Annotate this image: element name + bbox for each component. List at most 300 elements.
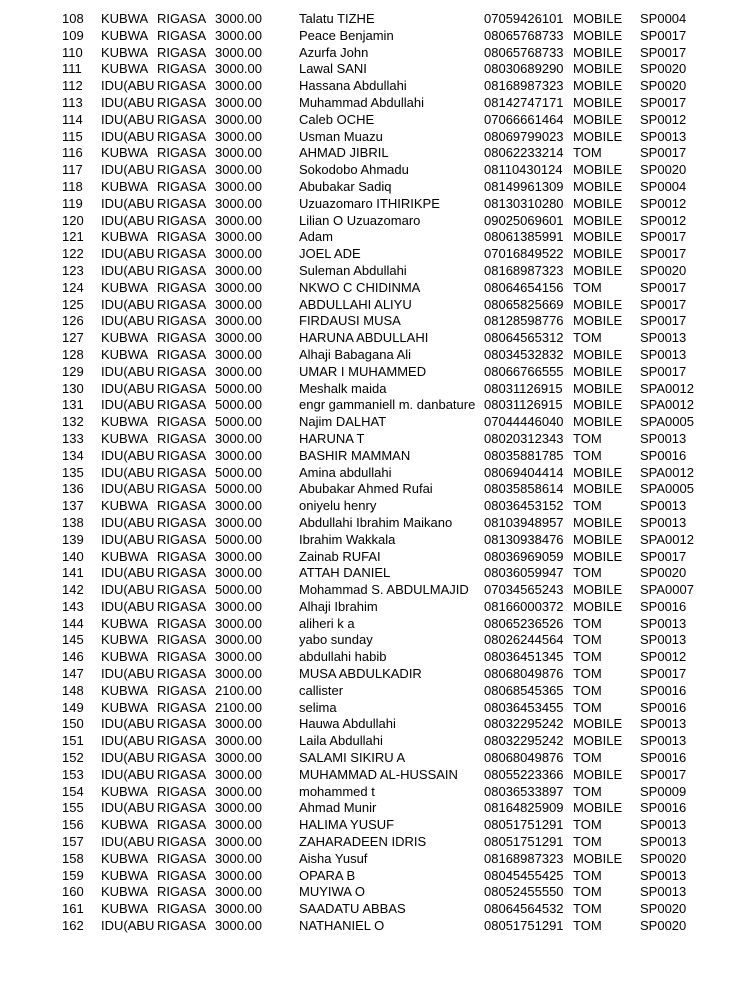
network-cell: TOM [573,447,602,463]
name-cell: SAADATU ABBAS [299,901,406,917]
amount-cell: 3000.00 [215,498,262,514]
network-cell: TOM [573,750,602,766]
amount-cell: 3000.00 [215,94,262,110]
phone-cell: 08064565312 [484,330,564,346]
table-row [0,599,750,616]
area-cell: RIGASA [157,397,207,413]
name-cell: Abubakar Ahmed Rufai [299,481,433,497]
network-cell: MOBILE [573,94,623,110]
code-cell: SP0013 [640,834,687,850]
table-row [0,61,750,78]
location-cell: IDU(ABU [101,296,155,312]
amount-cell: 3000.00 [215,212,262,228]
location-cell: IDU(ABU [101,162,155,178]
amount-cell: 3000.00 [215,918,262,934]
network-cell: TOM [573,817,602,833]
area-cell: RIGASA [157,246,207,262]
network-cell: TOM [573,279,602,295]
amount-cell: 3000.00 [215,800,262,816]
area-cell: RIGASA [157,162,207,178]
area-cell: RIGASA [157,514,207,530]
code-cell: SP0004 [640,178,687,194]
area-cell: RIGASA [157,44,207,60]
code-cell: SP0017 [640,766,687,782]
amount-cell: 3000.00 [215,632,262,648]
area-cell: RIGASA [157,178,207,194]
name-cell: Azurfa John [299,44,369,60]
area-cell: RIGASA [157,346,207,362]
name-cell: Laila Abdullahi [299,733,383,749]
network-cell: MOBILE [573,481,623,497]
area-cell: RIGASA [157,548,207,564]
code-cell: SP0012 [640,195,687,211]
amount-cell: 3000.00 [215,766,262,782]
phone-cell: 08110430124 [484,162,563,178]
amount-cell: 3000.00 [215,128,262,144]
phone-cell: 08064654156 [484,279,564,295]
table-row [0,666,750,683]
name-cell: Amina abdullahi [299,464,392,480]
row-number-cell: 144 [62,615,84,631]
area-cell: RIGASA [157,901,207,917]
row-number-cell: 123 [62,262,84,278]
name-cell: OPARA B [299,867,356,883]
phone-cell: 08065236526 [484,615,564,631]
location-cell: IDU(ABU [101,834,155,850]
location-cell: IDU(ABU [101,666,155,682]
amount-cell: 3000.00 [215,195,262,211]
name-cell: mohammed t [299,783,375,799]
location-cell: KUBWA [101,414,149,430]
phone-cell: 08130310280 [484,195,564,211]
location-cell: KUBWA [101,817,149,833]
name-cell: BASHIR MAMMAN [299,447,411,463]
name-cell: oniyelu henry [299,498,377,514]
name-cell: MUSA ABDULKADIR [299,666,422,682]
location-cell: IDU(ABU [101,716,155,732]
area-cell: RIGASA [157,313,207,329]
name-cell: Ahmad Munir [299,800,377,816]
amount-cell: 3000.00 [215,615,262,631]
row-number-cell: 141 [62,565,84,581]
name-cell: ABDULLAHI ALIYU [299,296,412,312]
row-number-cell: 155 [62,800,84,816]
area-cell: RIGASA [157,783,207,799]
code-cell: SP0017 [640,246,687,262]
table-row [0,851,750,868]
row-number-cell: 162 [62,918,84,934]
code-cell: SP0013 [640,514,687,530]
area-cell: RIGASA [157,145,207,161]
area-cell: RIGASA [157,27,207,43]
table-row [0,549,750,566]
name-cell: aliheri k a [299,615,355,631]
network-cell: MOBILE [573,178,623,194]
amount-cell: 3000.00 [215,363,262,379]
name-cell: Muhammad Abdullahi [299,94,425,110]
area-cell: RIGASA [157,195,207,211]
name-cell: Caleb OCHE [299,111,375,127]
code-cell: SP0016 [640,682,687,698]
area-cell: RIGASA [157,296,207,312]
row-number-cell: 113 [62,94,83,110]
name-cell: MUYIWA O [299,884,365,900]
code-cell: SP0017 [640,363,687,379]
code-cell: SP0017 [640,666,687,682]
row-number-cell: 112 [62,78,83,94]
amount-cell: 3000.00 [215,162,262,178]
phone-cell: 08051751291 [484,918,564,934]
amount-cell: 3000.00 [215,78,262,94]
area-cell: RIGASA [157,884,207,900]
area-cell: RIGASA [157,649,207,665]
network-cell: MOBILE [573,598,623,614]
row-number-cell: 148 [62,682,84,698]
name-cell: yabo sunday [299,632,373,648]
amount-cell: 3000.00 [215,867,262,883]
name-cell: Abdullahi Ibrahim Maikano [299,514,453,530]
table-row [0,565,750,582]
phone-cell: 08051751291 [484,817,564,833]
phone-cell: 08035881785 [484,447,564,463]
network-cell: MOBILE [573,44,623,60]
name-cell: Mohammad S. ABDULMAJID [299,582,469,598]
area-cell: RIGASA [157,699,207,715]
amount-cell: 3000.00 [215,346,262,362]
amount-cell: 3000.00 [215,11,262,26]
network-cell: MOBILE [573,800,623,816]
row-number-cell: 137 [62,498,84,514]
name-cell: ZAHARADEEN IDRIS [299,834,427,850]
row-number-cell: 129 [62,363,84,379]
area-cell: RIGASA [157,279,207,295]
row-number-cell: 152 [62,750,84,766]
table-row [0,800,750,817]
amount-cell: 3000.00 [215,666,262,682]
row-number-cell: 160 [62,884,84,900]
name-cell: Alhaji Babagana Ali [299,346,412,362]
name-cell: engr gammaniell m. danbature [299,397,476,413]
name-cell: Sokodobo Ahmadu [299,162,409,178]
table-row [0,95,750,112]
area-cell: RIGASA [157,666,207,682]
area-cell: RIGASA [157,128,207,144]
network-cell: MOBILE [573,195,623,211]
phone-cell: 08051751291 [484,834,564,850]
area-cell: RIGASA [157,800,207,816]
location-cell: KUBWA [101,615,149,631]
row-number-cell: 111 [62,61,82,77]
phone-cell: 08032295242 [484,716,564,732]
phone-cell: 08128598776 [484,313,564,329]
name-cell: NKWO C CHIDINMA [299,279,421,295]
row-number-cell: 133 [62,430,84,446]
table-row [0,431,750,448]
location-cell: KUBWA [101,430,149,446]
location-cell: KUBWA [101,682,149,698]
name-cell: SALAMI SIKIRU A [299,750,406,766]
name-cell: selima [299,699,337,715]
name-cell: Uzuazomaro ITHIRIKPE [299,195,440,211]
amount-cell: 3000.00 [215,901,262,917]
phone-cell: 08130938476 [484,531,564,547]
amount-cell: 3000.00 [215,296,262,312]
amount-cell: 3000.00 [215,178,262,194]
area-cell: RIGASA [157,582,207,598]
area-cell: RIGASA [157,817,207,833]
amount-cell: 5000.00 [215,414,262,430]
table-row [0,632,750,649]
row-number-cell: 134 [62,447,84,463]
network-cell: TOM [573,834,602,850]
location-cell: KUBWA [101,44,149,60]
amount-cell: 3000.00 [215,279,262,295]
table-row [0,767,750,784]
phone-cell: 08031126915 [484,397,563,413]
amount-cell: 5000.00 [215,397,262,413]
name-cell: Lilian O Uzuazomaro [299,212,421,228]
row-number-cell: 115 [62,128,83,144]
code-cell: SPA0012 [640,531,694,547]
code-cell: SP0020 [640,162,687,178]
area-cell: RIGASA [157,498,207,514]
network-cell: MOBILE [573,414,623,430]
phone-cell: 08069799023 [484,128,564,144]
network-cell: TOM [573,682,602,698]
phone-cell: 08032295242 [484,733,564,749]
code-cell: SP0020 [640,61,687,77]
phone-cell: 08066766555 [484,363,564,379]
phone-cell: 08168987323 [484,78,564,94]
name-cell: NATHANIEL O [299,918,385,934]
code-cell: SP0017 [640,313,687,329]
location-cell: KUBWA [101,649,149,665]
phone-cell: 08068049876 [484,666,564,682]
phone-cell: 08026244564 [484,632,564,648]
code-cell: SP0020 [640,901,687,917]
amount-cell: 3000.00 [215,430,262,446]
table-row [0,784,750,801]
row-number-cell: 120 [62,212,84,228]
amount-cell: 3000.00 [215,313,262,329]
location-cell: KUBWA [101,178,149,194]
location-cell: IDU(ABU [101,447,155,463]
row-number-cell: 156 [62,817,84,833]
phone-cell: 08068049876 [484,750,564,766]
location-cell: IDU(ABU [101,212,155,228]
network-cell: MOBILE [573,850,623,866]
network-cell: MOBILE [573,363,623,379]
code-cell: SP0013 [640,716,687,732]
network-cell: TOM [573,330,602,346]
table-row [0,834,750,851]
row-number-cell: 116 [62,145,83,161]
name-cell: Usman Muazu [299,128,383,144]
row-number-cell: 138 [62,514,84,530]
row-number-cell: 158 [62,850,84,866]
code-cell: SP0012 [640,212,687,228]
phone-cell: 08062233214 [484,145,564,161]
network-cell: TOM [573,615,602,631]
amount-cell: 3000.00 [215,783,262,799]
area-cell: RIGASA [157,850,207,866]
code-cell: SP0013 [640,632,687,648]
table-row [0,868,750,885]
code-cell: SP0016 [640,800,687,816]
location-cell: KUBWA [101,867,149,883]
table-row [0,616,750,633]
network-cell: MOBILE [573,61,623,77]
area-cell: RIGASA [157,733,207,749]
code-cell: SP0013 [640,817,687,833]
phone-cell: 08034532832 [484,346,564,362]
table-row [0,397,750,414]
amount-cell: 3000.00 [215,598,262,614]
table-row [0,364,750,381]
table-row [0,246,750,263]
code-cell: SP0020 [640,78,687,94]
area-cell: RIGASA [157,918,207,934]
network-cell: MOBILE [573,78,623,94]
amount-cell: 3000.00 [215,262,262,278]
table-row [0,498,750,515]
phone-cell: 08142747171 [484,94,564,110]
location-cell: IDU(ABU [101,380,155,396]
location-cell: KUBWA [101,901,149,917]
name-cell: Zainab RUFAI [299,548,381,564]
phone-cell: 08036059947 [484,565,564,581]
area-cell: RIGASA [157,867,207,883]
amount-cell: 3000.00 [215,246,262,262]
spreadsheet-page [0,11,750,935]
name-cell: Talatu TIZHE [299,11,375,26]
network-cell: MOBILE [573,262,623,278]
area-cell: RIGASA [157,212,207,228]
area-cell: RIGASA [157,94,207,110]
name-cell: HARUNA T [299,430,365,446]
table-row [0,28,750,45]
name-cell: MUHAMMAD AL-HUSSAIN [299,766,458,782]
location-cell: IDU(ABU [101,800,155,816]
code-cell: SP0013 [640,498,687,514]
row-number-cell: 128 [62,346,84,362]
network-cell: MOBILE [573,548,623,564]
row-number-cell: 159 [62,867,84,883]
phone-cell: 08031126915 [484,380,563,396]
phone-cell: 08036453152 [484,498,564,514]
network-cell: MOBILE [573,11,623,26]
amount-cell: 3000.00 [215,884,262,900]
row-number-cell: 124 [62,279,84,295]
row-number-cell: 153 [62,766,84,782]
row-number-cell: 139 [62,531,84,547]
row-number-cell: 126 [62,313,84,329]
phone-cell: 08065825669 [484,296,564,312]
code-cell: SP0013 [640,430,687,446]
area-cell: RIGASA [157,615,207,631]
name-cell: Ibrahim Wakkala [299,531,396,547]
amount-cell: 3000.00 [215,229,262,245]
network-cell: MOBILE [573,380,623,396]
row-number-cell: 147 [62,666,84,682]
table-row [0,313,750,330]
table-row [0,213,750,230]
amount-cell: 3000.00 [215,565,262,581]
code-cell: SPA0012 [640,464,694,480]
code-cell: SP0020 [640,850,687,866]
area-cell: RIGASA [157,447,207,463]
row-number-cell: 136 [62,481,84,497]
phone-cell: 08064564532 [484,901,564,917]
location-cell: IDU(ABU [101,363,155,379]
row-number-cell: 121 [62,229,84,245]
network-cell: MOBILE [573,733,623,749]
phone-cell: 07034565243 [484,582,564,598]
network-cell: MOBILE [573,128,623,144]
location-cell: KUBWA [101,783,149,799]
location-cell: KUBWA [101,699,149,715]
amount-cell: 3000.00 [215,649,262,665]
phone-cell: 07066661464 [484,111,564,127]
code-cell: SP0020 [640,262,687,278]
table-row [0,381,750,398]
phone-cell: 08069404414 [484,464,564,480]
network-cell: TOM [573,884,602,900]
area-cell: RIGASA [157,430,207,446]
table-row [0,733,750,750]
amount-cell: 3000.00 [215,61,262,77]
table-row [0,179,750,196]
row-number-cell: 154 [62,783,84,799]
location-cell: IDU(ABU [101,766,155,782]
network-cell: TOM [573,699,602,715]
table-row [0,465,750,482]
name-cell: Suleman Abdullahi [299,262,407,278]
table-row [0,330,750,347]
row-number-cell: 157 [62,834,84,850]
location-cell: IDU(ABU [101,918,155,934]
area-cell: RIGASA [157,682,207,698]
code-cell: SPA0005 [640,481,694,497]
name-cell: UMAR I MUHAMMED [299,363,427,379]
table-row [0,700,750,717]
code-cell: SP0013 [640,346,687,362]
name-cell: callister [299,682,344,698]
table-row [0,280,750,297]
code-cell: SP0020 [640,918,687,934]
table-row [0,532,750,549]
table-row [0,481,750,498]
network-cell: TOM [573,632,602,648]
code-cell: SP0017 [640,279,687,295]
amount-cell: 3000.00 [215,834,262,850]
table-row [0,750,750,767]
amount-cell: 3000.00 [215,447,262,463]
phone-cell: 08036451345 [484,649,564,665]
area-cell: RIGASA [157,716,207,732]
area-cell: RIGASA [157,380,207,396]
phone-cell: 08030689290 [484,61,564,77]
location-cell: KUBWA [101,632,149,648]
phone-cell: 08036969059 [484,548,564,564]
phone-cell: 08061385991 [484,229,564,245]
code-cell: SP0017 [640,296,687,312]
name-cell: Abubakar Sadiq [299,178,392,194]
location-cell: IDU(ABU [101,464,155,480]
name-cell: JOEL ADE [299,246,361,262]
row-number-cell: 135 [62,464,84,480]
name-cell: Adam [299,229,333,245]
